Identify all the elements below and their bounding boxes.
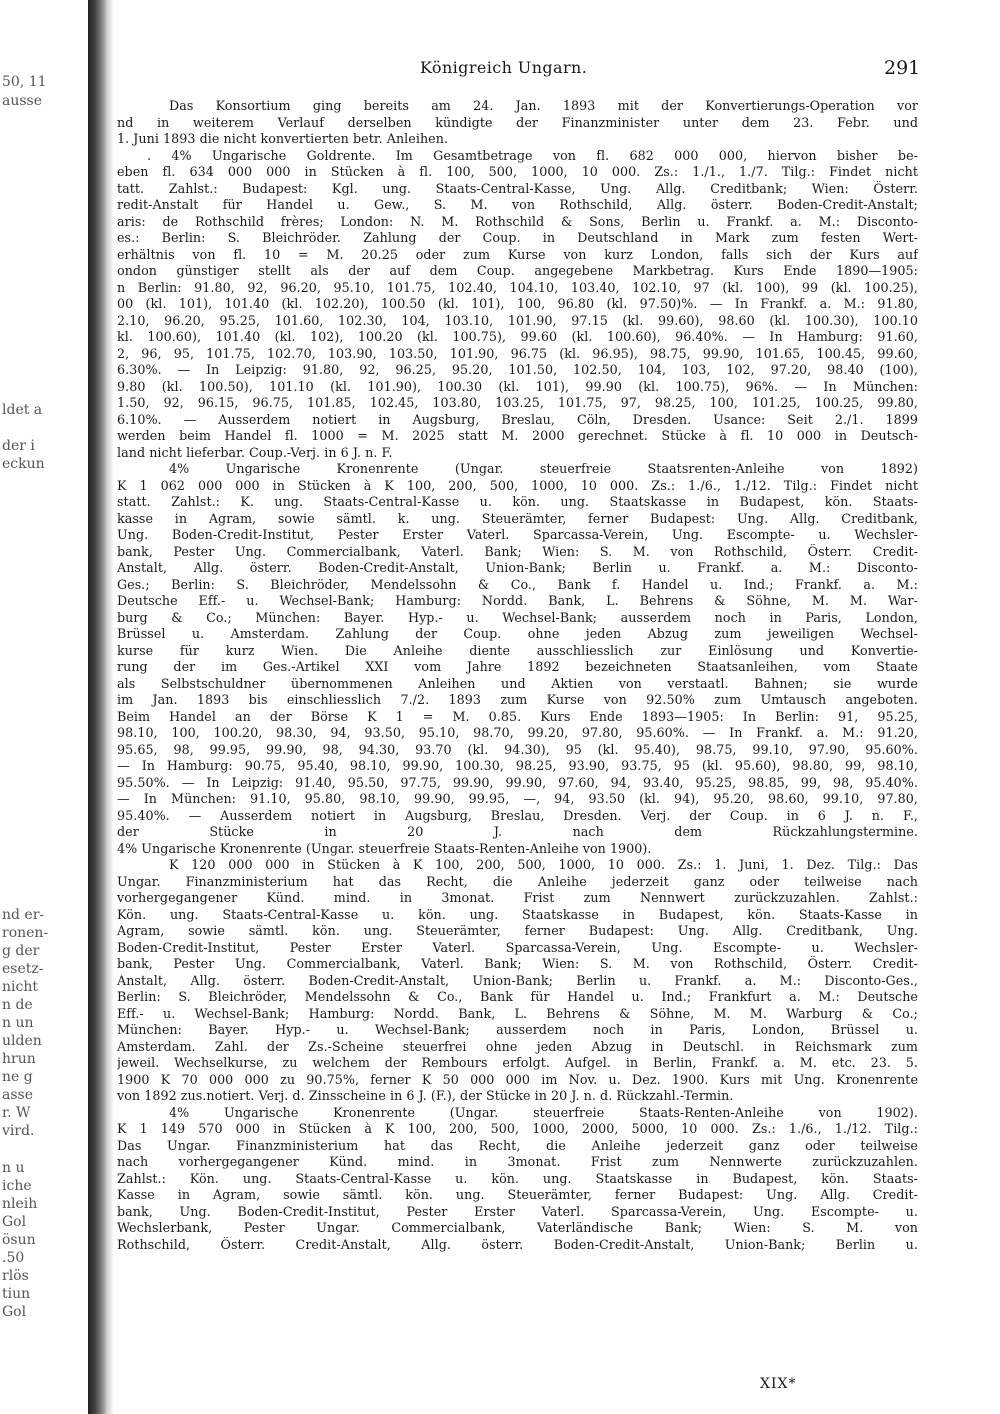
text-line: 1. Juni 1893 die nicht konvertierten betr. Anleihen. bbox=[117, 131, 449, 146]
text-line: eben fl. 634 000 000 in Stücken à fl. 100, 500, 1000, 10 000. Zs.: 1./1., 1./7. Tilg.: Findet nicht bbox=[117, 164, 918, 179]
text-line: — In München: 91.10, 95.80, 98.10, 99.90, 99.95, —, 94, 93.50 (kl. 94), 95.20, 98.60, 99.10, 97.80, bbox=[117, 791, 918, 806]
text-line: München: Bayer. Hyp.- u. Wechsel-Bank; ausserdem noch in Paris, London, Brüssel u. bbox=[117, 1022, 918, 1037]
text-line: Beim Handel an der Börse K 1 = M. 0.85. Kurs Ende 1893—1905: In Berlin: 91, 95.25, bbox=[117, 708, 918, 724]
text-line: Berlin: S. Bleichröder, Mendelssohn & Co., Bank für Handel u. Ind.; Frankfurt a. M.: Deutsche bbox=[117, 989, 918, 1004]
text-line: n Berlin: 91.80, 92, 96.20, 95.10, 101.75, 102.40, 104.10, 103.40, 102.10, 97 (kl. 100), 99 (kl. 100.25), bbox=[117, 279, 918, 295]
margin-fragment: 50, 11 bbox=[2, 74, 47, 90]
text-line: Kön. ung. Staats-Central-Kasse u. kön. ung. Staatskasse in Budapest, kön. Staats-Kasse in bbox=[117, 906, 918, 922]
page-number: 291 bbox=[884, 57, 921, 79]
margin-fragment: nicht bbox=[2, 979, 38, 995]
text-line: K 120 000 000 in Stücken à K 100, 200, 500, 1000, 10 000. Zs.: 1. Juni, 1. Dez. Tilg.: Das bbox=[169, 857, 918, 872]
text-line: nd in weiterem Verlauf derselben kündigte der Finanzminister unter dem 23. Febr. und bbox=[117, 114, 918, 130]
text-line: Kasse in Agram, sowie sämtl. kön. ung. Steuerämter, ferner Budapest: Ung. Allg. Credit- bbox=[117, 1187, 918, 1202]
margin-fragment: vird. bbox=[2, 1123, 35, 1139]
text-line: Ges.; Berlin: S. Bleichröder, Mendelssohn & Co., Bank f. Handel u. Ind.; Frankf. a. M.: bbox=[117, 576, 918, 592]
text-line: von 1892 zus.notiert. Verj. d. Zinsscheine in 6 J. (F.), der Stücke in 20 J. n. d. Rückzahl.-Termin. bbox=[117, 1088, 734, 1103]
margin-fragment: nleih bbox=[2, 1196, 38, 1212]
margin-fragment: ulden bbox=[2, 1033, 42, 1049]
text-line: der Stücke in 20 J. nach dem Rückzahlungstermine. bbox=[117, 824, 918, 839]
text-line: Ungar. Finanzministerium hat das Recht, die Anleihe jederzeit ganz oder teilweise nach bbox=[117, 873, 918, 889]
text-line: erhältnis von fl. 10 = M. 20.25 oder zum Kurse von kurz London, falls sich der Kurs auf bbox=[117, 246, 918, 262]
text-line: Anstalt, Allg. österr. Boden-Credit-Anstalt, Union-Bank; Berlin u. Frankf. a. M.: Disconto-Ges., bbox=[117, 972, 918, 988]
facing-page-fragments bbox=[0, 0, 86, 1414]
margin-fragment: .50 bbox=[2, 1250, 25, 1266]
text-line: land nicht lieferbar. Coup.-Verj. in 6 J. n. F. bbox=[117, 444, 393, 460]
text-line: burg & Co.; München: Bayer. Hyp.- u. Wechsel-Bank; ausserdem noch in Paris, London, bbox=[117, 609, 918, 625]
text-line: Ung. Boden-Credit-Institut, Pester Erster Vaterl. Sparcassa-Verein, Ung. Escompte- u. Wechsler- bbox=[117, 527, 918, 542]
text-line: 4% Ungarische Kronenrente (Ungar. steuerfreie Staats-Renten-Anleihe von 1900). bbox=[117, 840, 652, 856]
text-line: kl. 100.60), 101.40 (kl. 102), 100.20 (kl. 100.75), 99.60 (kl. 100.60), 96.40%. — In Hamburg: 91.60, bbox=[117, 329, 918, 344]
text-line: kurse für kurz Wien. Die Anleihe diente ausschliesslich zur Einlösung und Konvertie- bbox=[117, 642, 918, 658]
margin-fragment: ausse bbox=[2, 93, 43, 109]
margin-fragment: ne g bbox=[2, 1069, 33, 1085]
text-line: jeweil. Wechselkurse, zu welchem der Rembours erfolgt. Aufgel. in Berlin, Frankf. a. M. etc. 23. 5. bbox=[117, 1055, 918, 1070]
text-line: es.: Berlin: S. Bleichröder. Zahlung der Coup. in Deutschland in Mark zum festen Wert- bbox=[117, 230, 918, 245]
text-line: aris: de Rothschild frères; London: N. M. Rothschild & Sons, Berlin u. Frankf. a. M.: Disconto- bbox=[117, 213, 918, 229]
margin-fragment: iche bbox=[2, 1178, 32, 1194]
margin-fragment: asse bbox=[2, 1087, 34, 1103]
text-line: . 4% Ungarische Goldrente. Im Gesamtbetrage von fl. 682 000 000, hiervon bisher be- bbox=[147, 147, 918, 163]
text-line: 95.65, 98, 99.95, 99.90, 98, 94.30, 93.70 (kl. 94.30), 95 (kl. 95.40), 98.75, 99.10, 97.90, 95.60%. bbox=[117, 741, 918, 757]
text-line: vorhergegangener Künd. mind. in 3monat. Frist zum Nennwert zurückzuzahlen. Zahlst.: bbox=[117, 890, 918, 905]
text-line: 00 (kl. 101), 101.40 (kl. 102.20), 100.50 (kl. 101), 100, 96.80 (kl. 97.50)%. — In Frankf. a. M.: 91.80, bbox=[117, 296, 918, 311]
text-line: 9.80 (kl. 100.50), 101.10 (kl. 101.90), 100.30 (kl. 101), 99.90 (kl. 100.75), 96%. — In München: bbox=[117, 378, 918, 394]
text-line: bank, Pester Ung. Commercialbank, Vaterl. Bank; Wien: S. M. von Rothschild, Österr. Credit- bbox=[117, 543, 918, 559]
text-line: 6.10%. — Ausserdem notiert in Augsburg, Breslau, Cöln, Dresden. Usance: Seit 2./1. 1899 bbox=[117, 411, 918, 427]
margin-fragment: ösun bbox=[2, 1232, 36, 1248]
text-line: Das Konsortium ging bereits am 24. Jan. 1893 mit der Konvertierungs-Operation vor bbox=[169, 98, 918, 113]
text-line: werden beim Handel fl. 1000 = M. 2025 statt M. 2000 gerechnet. Stücke à fl. 10 000 in Deutsch- bbox=[117, 428, 918, 443]
margin-fragment: ldet a bbox=[2, 402, 43, 418]
margin-fragment: Gol bbox=[2, 1214, 27, 1230]
binding-shadow bbox=[106, 0, 114, 1414]
text-line: 98.10, 100, 100.20, 98.30, 94, 93.50, 95.10, 98.70, 99.20, 97.80, 95.60%. — In Frankf. a. M.: 91.20, bbox=[117, 725, 918, 740]
text-line: 4% Ungarische Kronenrente (Ungar. steuerfreie Staats-Renten-Anleihe von 1902). bbox=[169, 1104, 918, 1120]
text-line: K 1 062 000 000 in Stücken à K 100, 200, 500, 1000, 10 000. Zs.: 1./6., 1./12. Tilg.: Findet nicht bbox=[117, 477, 918, 493]
text-line: 1.50, 92, 96.15, 96.75, 101.85, 102.45, 103.80, 103.25, 101.75, 97, 98.25, 100, 101.25, 100.25, 99.80, bbox=[117, 395, 918, 410]
signature-mark: XIX* bbox=[760, 1376, 797, 1392]
margin-fragment: rlös bbox=[2, 1268, 29, 1284]
text-line: 2.10, 96.20, 95.25, 101.60, 102.30, 104, 103.10, 101.90, 97.15 (kl. 99.60), 98.60 (kl. 100.30), 100.10 bbox=[117, 312, 918, 328]
text-line: Amsterdam. Zahl. der Zs.-Scheine steuerfrei ohne jeden Abzug in Deutschl. in Reichsmark zum bbox=[117, 1038, 918, 1054]
margin-fragment: Gol bbox=[2, 1304, 27, 1320]
text-line: Das Ungar. Finanzministerium hat das Recht, die Anleihe jederzeit ganz oder teilweise bbox=[117, 1137, 918, 1153]
text-line: ondon günstiger stellt als der auf dem Coup. angegebene Markbetrag. Kurs Ende 1890—1905: bbox=[117, 263, 918, 278]
text-line: kasse in Agram, sowie sämtl. k. ung. Steuerämter, ferner Budapest: Ung. Allg. Creditbank, bbox=[117, 510, 918, 526]
running-head: Königreich Ungarn. bbox=[420, 58, 588, 77]
text-line: Wechslerbank, Pester Ungar. Commercialbank, Vaterländische Bank; Wien: S. M. von bbox=[117, 1220, 918, 1235]
body-text bbox=[117, 98, 918, 1253]
text-line: Deutsche Eff.- u. Wechsel-Bank; Hamburg: Nordd. Bank, L. Behrens & Söhne, M. M. War- bbox=[117, 593, 918, 608]
margin-fragment: der i bbox=[2, 438, 35, 454]
text-line: Agram, sowie sämtl. kön. ung. Steuerämter, ferner Budapest: Ung. Allg. Creditbank, Ung. bbox=[117, 923, 918, 938]
text-line: Eff.- u. Wechsel-Bank; Hamburg: Nordd. Bank, L. Behrens & Söhne, M. M. Warburg & Co.; bbox=[117, 1005, 918, 1021]
margin-fragment: hrun bbox=[2, 1051, 36, 1067]
text-line: 6.30%. — In Leipzig: 91.80, 92, 96.25, 95.20, 101.50, 102.50, 104, 103, 102, 97.20, 98.40 (100), bbox=[117, 362, 918, 377]
text-line: Anstalt, Allg. österr. Boden-Credit-Anstalt, Union-Bank; Berlin u. Frankf. a. M.: Disconto- bbox=[117, 560, 918, 575]
text-line: Boden-Credit-Institut, Pester Erster Vaterl. Sparcassa-Verein, Ung. Escompte- u. Wechsler- bbox=[117, 939, 918, 955]
margin-fragment: n de bbox=[2, 997, 33, 1013]
margin-fragment: nd er- bbox=[2, 907, 45, 923]
text-line: 95.50%. — In Leipzig: 91.40, 95.50, 97.75, 99.90, 99.90, 97.60, 94, 93.40, 95.25, 98.85, 99, 98, 95.40%. bbox=[117, 774, 918, 790]
margin-fragment: esetz- bbox=[2, 961, 44, 977]
text-line: tatt. Zahlst.: Budapest: Kgl. ung. Staats-Central-Kasse, Ung. Allg. Creditbank; Wien: Österr. bbox=[117, 180, 918, 196]
margin-fragment: eckun bbox=[2, 456, 45, 472]
book-binding-gutter bbox=[88, 0, 106, 1414]
margin-fragment: tiun bbox=[2, 1286, 31, 1302]
text-line: K 1 149 570 000 in Stücken à K 100, 200, 500, 1000, 2000, 5000, 10 000. Zs.: 1./6., 1./12. Tilg.: bbox=[117, 1121, 918, 1136]
text-line: Brüssel u. Amsterdam. Zahlung der Coup. ohne jeden Abzug zum jeweiligen Wechsel- bbox=[117, 626, 918, 641]
margin-fragment: n u bbox=[2, 1160, 25, 1176]
text-line: redit-Anstalt für Handel u. Gew., S. M. von Rothschild, Allg. österr. Boden-Credit-Anstalt; bbox=[117, 197, 918, 212]
text-line: rung der im Ges.-Artikel XXI vom Jahre 1892 bezeichneten Staatsanleihen, vom Staate bbox=[117, 659, 918, 674]
text-line: im Jan. 1893 bis einschliesslich 7./2. 1893 zum Kurse von 92.50% zum Umtausch angeboten. bbox=[117, 692, 918, 707]
margin-fragment: n un bbox=[2, 1015, 34, 1031]
margin-fragment: r. W bbox=[2, 1105, 31, 1121]
text-line: 2, 96, 95, 101.75, 102.70, 103.90, 103.50, 101.90, 96.75 (kl. 96.95), 98.75, 99.90, 101.65, 100.45, 99.60, bbox=[117, 345, 918, 361]
text-line: — In Hamburg: 90.75, 95.40, 98.10, 99.90, 100.30, 98.25, 93.90, 93.75, 95 (kl. 95.60), 98.80, 99, 98.10, bbox=[117, 758, 918, 773]
text-line: 1900 K 70 000 000 zu 90.75%, ferner K 50 000 000 im Nov. u. Dez. 1900. Kurs mit Ung. Kronenrente bbox=[117, 1071, 918, 1087]
margin-fragment: g der bbox=[2, 943, 40, 959]
text-line: Rothschild, Österr. Credit-Anstalt, Allg. österr. Boden-Credit-Anstalt, Union-Bank; Berlin u. bbox=[117, 1236, 918, 1252]
margin-fragment: ronen- bbox=[2, 925, 49, 941]
text-line: bank, Pester Ung. Commercialbank, Vaterl. Bank; Wien: S. M. von Rothschild, Österr. Credit- bbox=[117, 956, 918, 971]
text-line: 4% Ungarische Kronenrente (Ungar. steuerfreie Staatsrenten-Anleihe von 1892) bbox=[169, 461, 918, 476]
text-line: Zahlst.: Kön. ung. Staats-Central-Kasse u. kön. ung. Staatskasse in Budapest, kön. Staats- bbox=[117, 1170, 918, 1186]
text-line: als Selbstschuldner übernommenen Anleihen und Aktien von verstaatl. Bahnen; sie wurde bbox=[117, 675, 918, 691]
text-line: statt. Zahlst.: K. ung. Staats-Central-Kasse u. kön. ung. Staatskasse in Budapest, kön. Staats- bbox=[117, 494, 918, 509]
text-line: nach vorhergegangener Künd. mind. in 3monat. Frist zum Nennwerte zurückzuzahlen. bbox=[117, 1154, 918, 1169]
text-line: bank, Ung. Boden-Credit-Institut, Pester Erster Vaterl. Sparcassa-Verein, Ung. Escompte- u. bbox=[117, 1203, 918, 1219]
text-line: 95.40%. — Ausserdem notiert in Augsburg, Breslau, Dresden. Verj. der Coup. in 6 J. n. F., bbox=[117, 807, 918, 823]
